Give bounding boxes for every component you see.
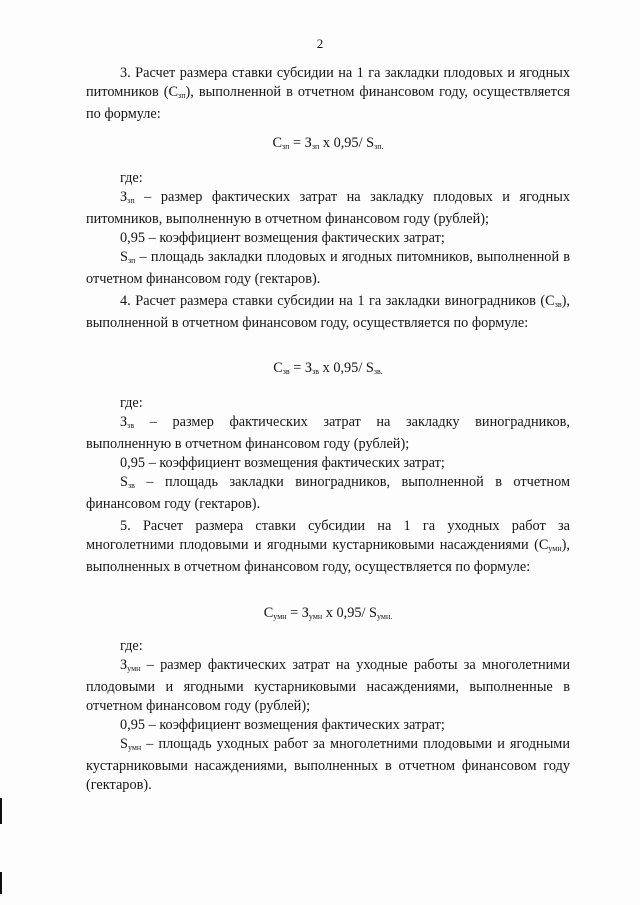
where-label: где: [120,638,143,654]
definition-coefficient: 0,95 – коэффициент возмещения фактических затрат; [120,717,445,733]
definition-cost: $З_{зв}$ – размер фактических затрат на закладку виноградников, выполненную в отчетном финансовом году (рублей); [86,414,570,452]
page-number: 2 [316,36,324,51]
section-3-definitions [86,169,570,289]
section-5-definitions [86,637,570,795]
scan-edge-mark [0,798,2,824]
definition-coefficient: 0,95 – коэффициент возмещения фактических затрат; [120,455,445,471]
scan-edge-mark [0,872,2,894]
section-4-definitions [86,394,570,514]
section-3-heading: 3. Расчет размера ставки субсидии на 1 га закладки плодовых и ягодных питомников $(С_{зп})$, выполненной в отчетном финансовом году, осуществляется по формуле: [86,65,570,122]
definition-coefficient: 0,95 – коэффициент возмещения фактических затрат; [120,230,445,246]
definition-area: $S_{зв}$ – площадь закладки виноградников, выполненной в отчетном финансовом году (гектаров). [86,474,570,512]
definition-area: $S_{умн}$ – площадь уходных работ за многолетними плодовыми и ягодными кустарниковыми насаждениями, выполненных в отчетном финансовом году (гектаров). [86,736,570,793]
where-label: где: [120,170,143,186]
section-4-heading: 4. Расчет размера ставки субсидии на 1 га закладки виноградников $(С_{зв})$, выполненной в отчетном финансовом году, осуществляется по формуле: [86,293,570,331]
where-label: где: [120,395,143,411]
section-5-heading: 5. Расчет размера ставки субсидии на 1 га уходных работ за многолетними плодовыми и ягодными кустарниковыми насаждениями $(С_{умн})$, выполненных в отчетном финансовом году, осуществляется по формуле: [86,518,570,575]
section-4-formula: $С_{зв} = З_{зв}$ х 0,95/ $S_{зв.}$ [273,360,383,376]
section-5-formula: $С_{умн} = З_{умн}$ х 0,95/ $S_{умн.}$ [263,605,393,621]
definition-area: $S_{зп}$ – площадь закладки плодовых и ягодных питомников, выполненной в отчетном финансовом году (гектаров). [86,249,570,287]
definition-cost: $З_{умн}$ – размер фактических затрат на уходные работы за многолетними плодовыми и ягодными кустарниковыми насаждениями, выполненные в отчетном финансовом году (рублей); [86,657,570,714]
definition-cost: $З_{зп}$ – размер фактических затрат на закладку плодовых и ягодных питомников, выполненную в отчетном финансовом году (рублей); [86,189,570,227]
section-3-formula: $С_{зп} = З_{зп}$ х 0,95/ $S_{зп.}$ [272,135,384,151]
